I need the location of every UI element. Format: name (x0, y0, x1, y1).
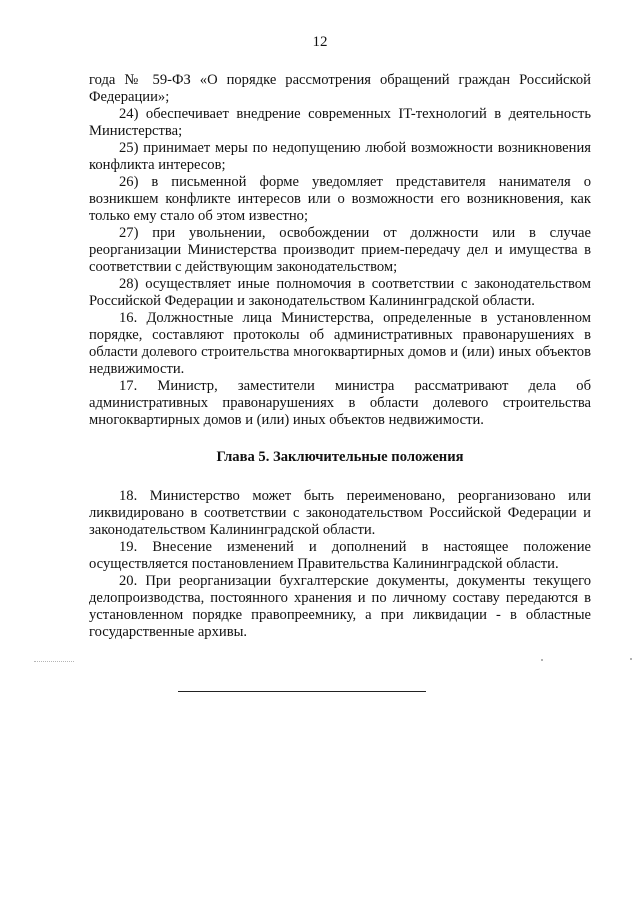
document-body (89, 72, 591, 641)
paragraph-item-27: 27) при увольнении, освобождении от должности или в случае реорганизации Министерства производит прием-передачу дел и имущества в соответствии с действующим законодательством; (89, 225, 591, 275)
paragraph-section-17: 17. Министр, заместители министра рассматривают дела об административных правонарушениях в области долевого строительства многоквартирных домов и (или) иных объектов недвижимости. (89, 378, 591, 428)
paragraph-section-19: 19. Внесение изменений и дополнений в настоящее положение осуществляется постановлением Правительства Калининградской области. (89, 539, 591, 572)
page-number: 12 (312, 34, 328, 50)
paragraph-section-16: 16. Должностные лица Министерства, определенные в установленном порядке, составляют протоколы об административных правонарушениях в области долевого строительства многоквартирных домов и (или) иных объектов недвижимости. (89, 310, 591, 377)
paragraph-continuation: года № 59-ФЗ «О порядке рассмотрения обращений граждан Российской Федерации»; (89, 72, 591, 105)
paragraph-item-24: 24) обеспечивает внедрение современных IT-технологий в деятельность Министерства; (89, 106, 591, 139)
end-of-document-rule (178, 691, 426, 692)
scan-artifact-dot (541, 659, 543, 661)
chapter-title: Глава 5. Заключительные положения (216, 449, 464, 465)
paragraph-section-18: 18. Министерство может быть переименовано, реорганизовано или ликвидировано в соответствии с законодательством Российской Федерации и законодательством Калининградской области. (89, 488, 591, 538)
paragraph-item-25: 25) принимает меры по недопущению любой возможности возникновения конфликта интересов; (89, 140, 591, 173)
paragraph-item-26: 26) в письменной форме уведомляет представителя нанимателя о возникшем конфликте интересов или о возможности его возникновения, как только ему стало об этом известно; (89, 174, 591, 224)
scan-artifact-left (34, 661, 74, 662)
paragraph-item-28: 28) осуществляет иные полномочия в соответствии с законодательством Российской Федерации и законодательством Калининградской области. (89, 276, 591, 309)
scan-artifact-edge (630, 658, 632, 660)
paragraph-section-20: 20. При реорганизации бухгалтерские документы, документы текущего делопроизводства, постоянного хранения и по личному составу передаются в установленном порядке правопреемнику, а при ликвидации - в областные государственные архивы. (89, 573, 591, 640)
